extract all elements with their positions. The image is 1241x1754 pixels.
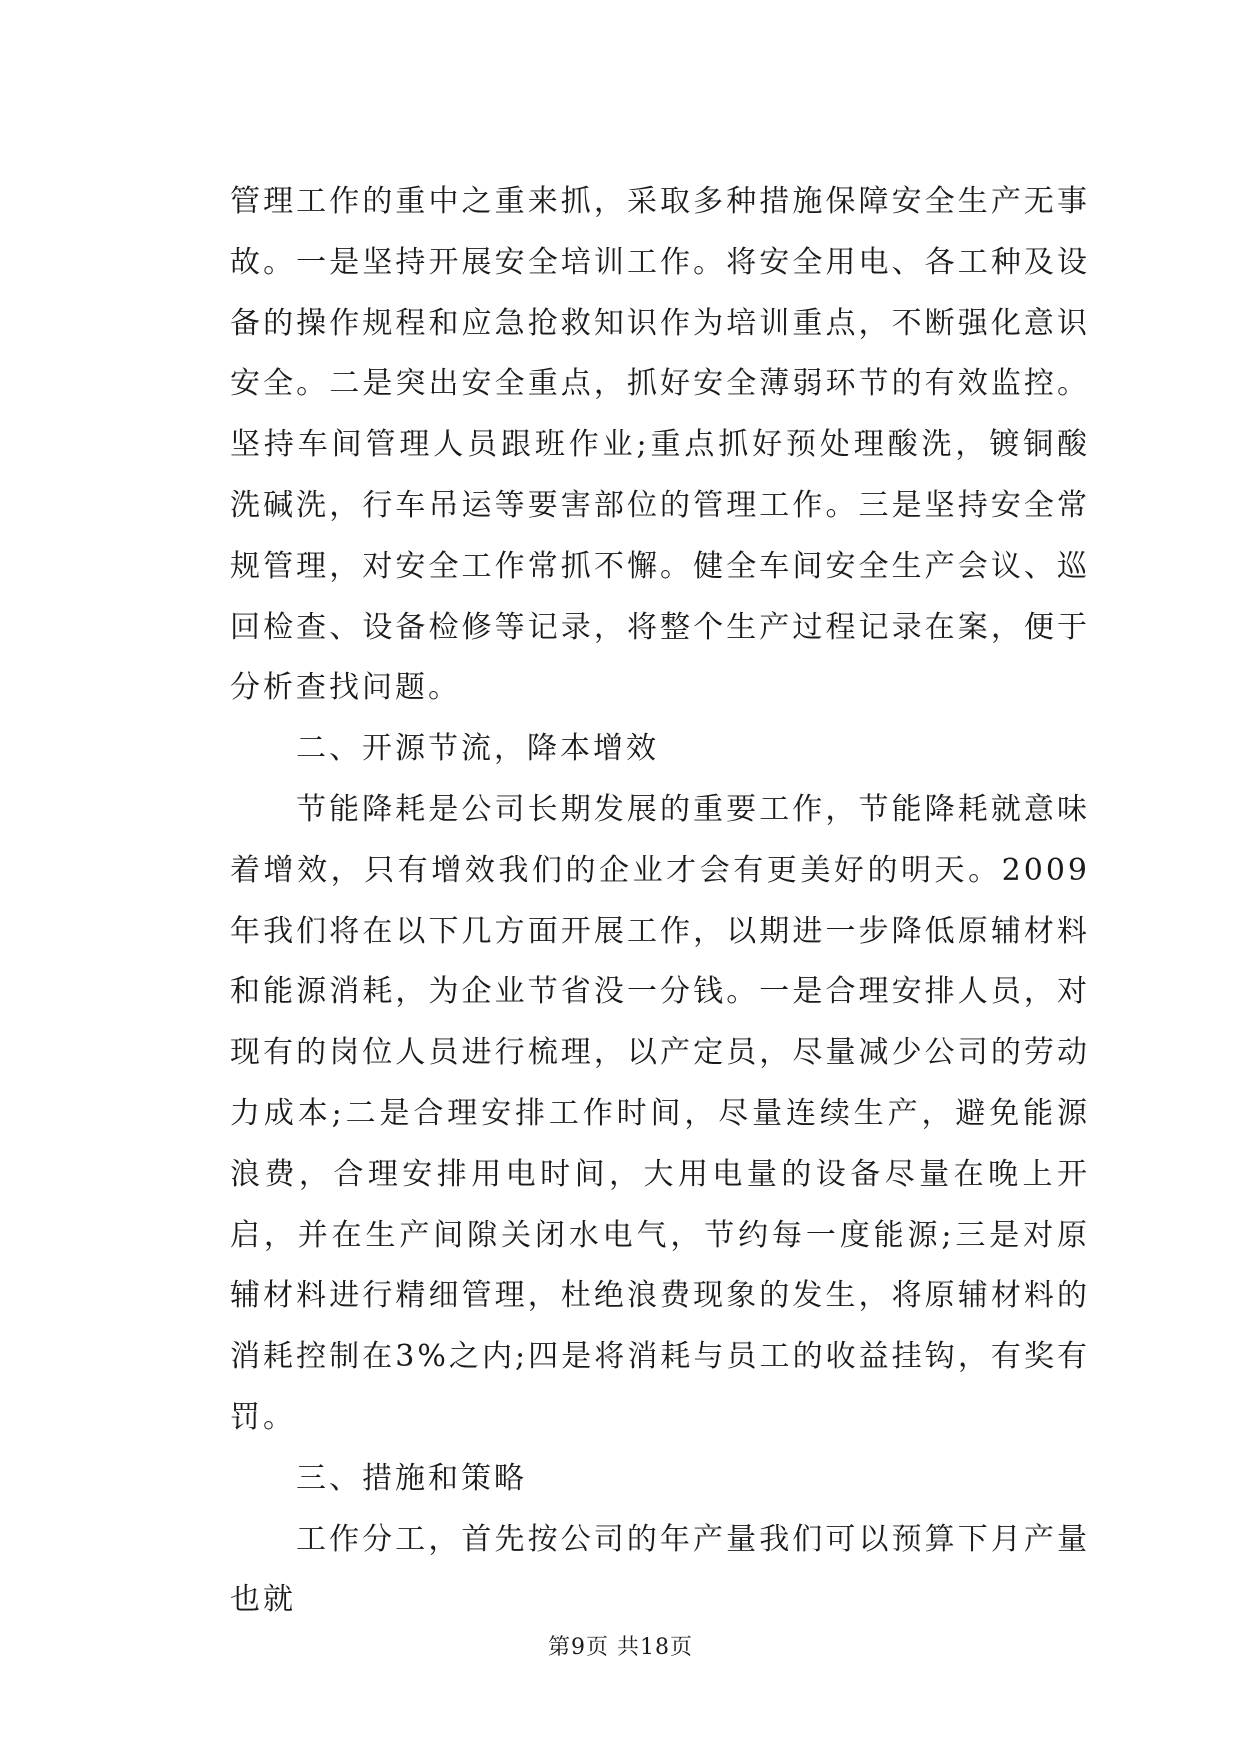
page-number-footer: 第9页 共18页 bbox=[548, 1635, 693, 1660]
paragraph-safety-management: 管理工作的重中之重来抓，采取多种措施保障安全生产无事故。一是坚持开展安全培训工作。将安全用电、各工种及设备的操作规程和应急抢救知识作为培训重点，不断强化意识安全。二是突出安全重点，抓好安全薄弱环节的有效监控。坚持车间管理人员跟班作业;重点抓好预处理酸洗，镀铜酸洗碱洗，行车吊运等要害部位的管理工作。三是坚持安全常规管理，对安全工作常抓不懈。健全车间安全生产会议、巡回检查、设备检修等记录，将整个生产过程记录在案，便于分析查找问题。 bbox=[230, 184, 1090, 706]
paragraph-work-division: 工作分工，首先按公司的年产量我们可以预算下月产量也就 bbox=[230, 1521, 1090, 1618]
section-heading-cost-reduction: 二、开源节流，降本增效 bbox=[296, 731, 659, 767]
document-body bbox=[230, 172, 1090, 1631]
section-heading-measures: 三、措施和策略 bbox=[296, 1460, 527, 1496]
paragraph-energy-saving: 节能降耗是公司长期发展的重要工作，节能降耗就意味着增效，只有增效我们的企业才会有更美好的明天。2009年我们将在以下几方面开展工作，以期进一步降低原辅材料和能源消耗，为企业节省没一分钱。一是合理安排人员，对现有的岗位人员进行梳理，以产定员，尽量减少公司的劳动力成本;二是合理安排工作时间，尽量连续生产，避免能源浪费，合理安排用电时间，大用电量的设备尽量在晚上开启，并在生产间隙关闭水电气，节约每一度能源;三是对原辅材料进行精细管理，杜绝浪费现象的发生，将原辅材料的消耗控制在3%之内;四是将消耗与员工的收益挂钩，有奖有罚。 bbox=[230, 791, 1090, 1435]
